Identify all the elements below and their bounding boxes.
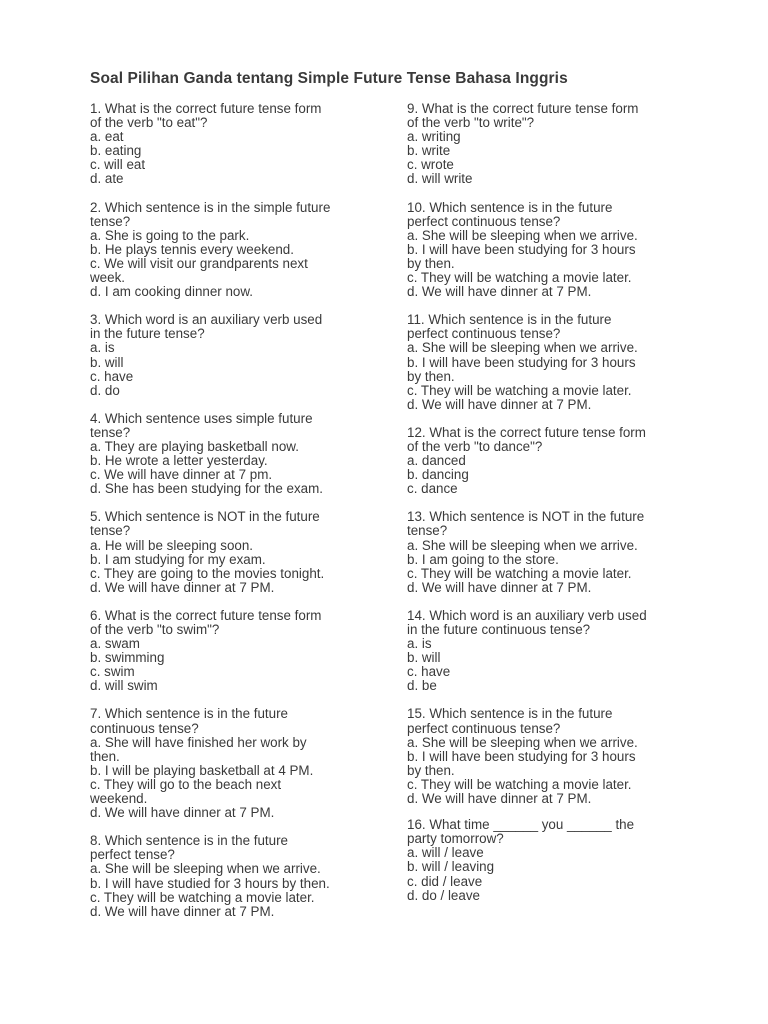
option-a: a. She will be sleeping when we arrive. bbox=[407, 340, 638, 356]
option-a: a. is bbox=[407, 636, 432, 652]
option-d: d. She has been studying for the exam. bbox=[90, 481, 323, 497]
question-text: 8. Which sentence is in the future perfect tense? bbox=[90, 833, 288, 863]
option-d: d. I am cooking dinner now. bbox=[90, 284, 254, 300]
option-c: c. They will be watching a movie later. bbox=[407, 270, 632, 286]
option-b: b. He wrote a letter yesterday. bbox=[90, 453, 268, 469]
option-b: b. dancing bbox=[407, 467, 469, 483]
question-1 bbox=[90, 102, 390, 187]
option-b: b. I will have been studying for 3 hours by then. bbox=[407, 354, 636, 384]
question-text: 1. What is the correct future tense form of the verb "to eat"? bbox=[90, 101, 322, 131]
option-a: a. They are playing basketball now. bbox=[90, 438, 299, 454]
option-a: a. She is going to the park. bbox=[90, 227, 250, 243]
option-c: c. They will be watching a movie later. bbox=[90, 889, 315, 905]
question-text: 6. What is the correct future tense form of the verb "to swim"? bbox=[90, 607, 322, 637]
option-c: c. did / leave bbox=[407, 873, 483, 889]
option-a: a. He will be sleeping soon. bbox=[90, 537, 254, 553]
option-a: a. will / leave bbox=[407, 845, 484, 861]
question-text: 12. What is the correct future tense form of the verb "to dance"? bbox=[407, 424, 646, 454]
option-c: c. We will visit our grandparents next week. bbox=[90, 255, 308, 286]
option-b: b. I am going to the store. bbox=[407, 551, 559, 567]
question-text: 3. Which word is an auxiliary verb used in the future tense? bbox=[90, 312, 323, 342]
question-text: 7. Which sentence is in the future continuous tense? bbox=[90, 706, 288, 736]
question-2 bbox=[90, 201, 390, 300]
page-title: Soal Pilihan Ganda tentang Simple Future Tense Bahasa Inggris bbox=[90, 70, 568, 87]
option-a: a. She will be sleeping when we arrive. bbox=[407, 734, 638, 750]
option-a: a. writing bbox=[407, 129, 461, 145]
option-b: b. I will have studied for 3 hours by then. bbox=[90, 875, 330, 891]
option-b: b. I will have been studying for 3 hours by then. bbox=[407, 241, 636, 271]
question-5 bbox=[90, 510, 390, 595]
option-a: a. She will be sleeping when we arrive. bbox=[407, 227, 638, 243]
question-6 bbox=[90, 609, 390, 694]
question-text: 9. What is the correct future tense form of the verb "to write"? bbox=[407, 101, 639, 131]
option-b: b. swimming bbox=[90, 650, 165, 666]
option-a: a. swam bbox=[90, 636, 140, 652]
option-c: c. dance bbox=[407, 481, 458, 497]
option-d: d. We will have dinner at 7 PM. bbox=[407, 396, 592, 412]
option-c: c. swim bbox=[90, 664, 135, 680]
question-text: 15. Which sentence is in the future perfect continuous tense? bbox=[407, 706, 613, 736]
option-c: c. will eat bbox=[90, 157, 146, 173]
question-9 bbox=[407, 102, 707, 187]
option-b: b. write bbox=[407, 143, 451, 159]
option-d: d. will write bbox=[407, 171, 473, 187]
option-c: c. They are going to the movies tonight. bbox=[90, 565, 325, 581]
question-12 bbox=[407, 426, 707, 496]
question-4 bbox=[90, 412, 390, 497]
option-d: d. will swim bbox=[90, 678, 158, 694]
option-d: d. We will have dinner at 7 PM. bbox=[90, 903, 275, 919]
question-text: 5. Which sentence is NOT in the future tense? bbox=[90, 509, 320, 539]
option-b: b. I will have been studying for 3 hours by then. bbox=[407, 748, 636, 778]
option-a: a. She will be sleeping when we arrive. bbox=[407, 537, 638, 553]
option-a: a. is bbox=[90, 340, 115, 356]
question-text: 14. Which word is an auxiliary verb used in the future continuous tense? bbox=[407, 607, 647, 637]
option-d: d. We will have dinner at 7 PM. bbox=[407, 791, 592, 807]
option-a: a. eat bbox=[90, 129, 124, 145]
option-c: c. have bbox=[407, 664, 451, 680]
option-d: d. We will have dinner at 7 PM. bbox=[90, 579, 275, 595]
option-c: c. They will be watching a movie later. bbox=[407, 776, 632, 792]
question-10 bbox=[407, 201, 707, 300]
option-a: a. danced bbox=[407, 453, 466, 469]
option-d: d. We will have dinner at 7 PM. bbox=[407, 284, 592, 300]
question-text: 2. Which sentence is in the simple future tense? bbox=[90, 199, 331, 229]
option-d: d. ate bbox=[90, 171, 124, 187]
question-16 bbox=[407, 818, 707, 903]
question-text: 13. Which sentence is NOT in the future tense? bbox=[407, 509, 645, 539]
option-b: b. will bbox=[90, 354, 124, 370]
option-a: a. She will have finished her work by then. bbox=[90, 734, 307, 764]
question-text: 4. Which sentence uses simple future tense? bbox=[90, 410, 313, 440]
option-d: d. do bbox=[90, 382, 120, 398]
option-b: b. eating bbox=[90, 143, 142, 159]
option-c: c. wrote bbox=[407, 157, 454, 173]
question-3 bbox=[90, 313, 390, 398]
option-b: b. He plays tennis every weekend. bbox=[90, 241, 294, 257]
option-b: b. I am studying for my exam. bbox=[90, 551, 266, 567]
question-text: 10. Which sentence is in the future perfect continuous tense? bbox=[407, 199, 613, 229]
option-b: b. will bbox=[407, 650, 441, 666]
left-column bbox=[90, 102, 390, 933]
question-13 bbox=[407, 510, 707, 595]
option-a: a. She will be sleeping when we arrive. bbox=[90, 861, 321, 877]
option-d: d. We will have dinner at 7 PM. bbox=[90, 805, 275, 821]
question-14 bbox=[407, 609, 707, 694]
question-11 bbox=[407, 313, 707, 412]
option-c: c. They will be watching a movie later. bbox=[407, 382, 632, 398]
question-text: 16. What time ______ you ______ the party tomorrow? bbox=[407, 817, 635, 847]
option-c: c. They will go to the beach next weekend. bbox=[90, 776, 282, 807]
option-d: d. be bbox=[407, 678, 437, 694]
option-b: b. I will be playing basketball at 4 PM. bbox=[90, 762, 314, 778]
question-text: 11. Which sentence is in the future perfect continuous tense? bbox=[407, 312, 612, 342]
question-7 bbox=[90, 707, 390, 820]
question-8 bbox=[90, 834, 390, 919]
option-d: d. We will have dinner at 7 PM. bbox=[407, 579, 592, 595]
question-15 bbox=[407, 707, 707, 806]
option-b: b. will / leaving bbox=[407, 859, 495, 875]
option-c: c. have bbox=[90, 368, 134, 384]
option-c: c. We will have dinner at 7 pm. bbox=[90, 467, 273, 483]
option-d: d. do / leave bbox=[407, 887, 480, 903]
right-column bbox=[407, 102, 707, 917]
option-c: c. They will be watching a movie later. bbox=[407, 565, 632, 581]
